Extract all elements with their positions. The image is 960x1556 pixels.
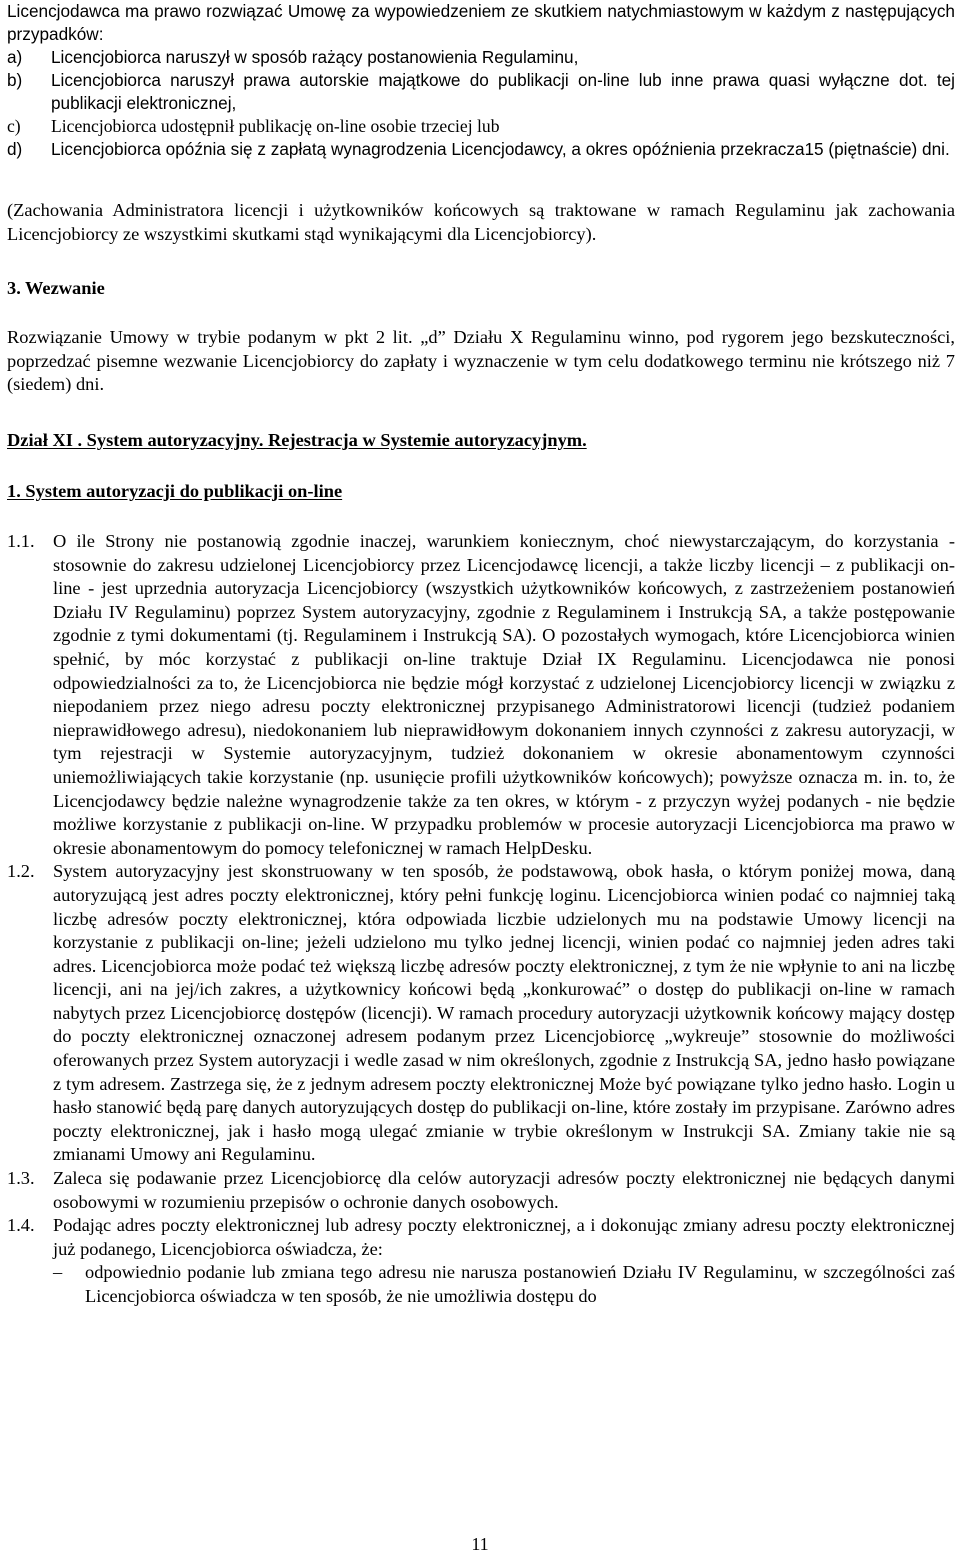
list-label: a) — [7, 47, 23, 67]
point-number: 1.4. — [7, 1215, 35, 1236]
point-text: Podając adres poczty elektronicznej lub adresy poczty elektronicznej, a i dokonując zmiany adresu poczty elektronicznej już podanego, Licencjobiorca oświadcza, że: — [53, 1215, 955, 1259]
subsection-heading-autoryzacja: 1. System autoryzacji do publikacji on-line — [7, 481, 343, 501]
list-text: Licencjobiorca naruszył w sposób rażący postanowienia Regulaminu, — [51, 47, 579, 67]
point-number: 1.2. — [7, 861, 35, 882]
numbered-points — [7, 530, 955, 1309]
numbered-point — [7, 1214, 955, 1261]
list-text: Licencjobiorca opóźnia się z zapłatą wynagrodzenia Licencjodawcy, a okres opóźnienia przekracza15 (piętnaście) dni. — [51, 139, 950, 159]
page-number: 11 — [471, 1534, 489, 1554]
numbered-point — [7, 530, 955, 860]
chapter-heading-dzial-xi: Dział XI . System autoryzacyjny. Rejestracja w Systemie autoryzacyjnym. — [7, 430, 587, 450]
list-text: Licencjobiorca naruszył prawa autorskie majątkowe do publikacji on-line lub inne prawa quasi wyłączne dot. tej publikacji elektronicznej, — [51, 70, 955, 113]
list-label: c) — [7, 116, 21, 136]
numbered-point — [7, 1167, 955, 1214]
point-text: O ile Strony nie postanowią zgodnie inaczej, warunkiem koniecznym, choć niewystarczającym, do korzystania - stosownie do zakresu udzielonej Licencjobiorcy przez Licencjodawcę licencji, a także liczby licencji – z publikacji on-line - jest uprzednia autoryzacja Licencjobiorcy (wszystkich użytkowników końcowych, z zastrzeżeniem postanowień Działu IV Regulaminu) poprzez System autoryzacyjny, zgodnie z Regulaminem i Instrukcją SA, a także postępowanie zgodnie z tymi dokumentami (tj. Regulaminem i Instrukcją SA). O pozostałych wymogach, które Licencjobiorca winien spełnić, by móc korzystać z publikacji on-line traktuje Dział IX Regulaminu. Licencjodawca nie ponosi odpowiedzialności za to, że Licencjobiorca nie będzie mógł korzystać z udzielonej Licencjobiorcy licencji w związku z niepodaniem przez niego adresu poczty elektronicznej przypisanego Administratorowi licencji (tudzież podaniem nieprawidłowego adresu), niedokonaniem lub nieprawidłowym dokonaniem innych czynności z zakresu autoryzacji, w tym rejestracji w Systemie autoryzacyjnym, tudzież dokonaniem w okresie abonamentowym czynności uniemożliwiających takie korzystanie (np. usunięcie profili użytkowników końcowych); powyższe oznacza m. in. to, że Licencjodawcy będzie należne wynagrodzenie także za ten okres, w którym - z przyczyn wyżej podanych - nie będzie możliwe korzystanie z publikacji on-line. W przypadku problemów w procesie autoryzacji Licencjobiorca ma prawo w okresie abonamentowym do pomocy telefonicznej w ramach HelpDesku. — [53, 531, 955, 858]
section-body-wezwanie: Rozwiązanie Umowy w trybie podanym w pkt 2 lit. „d” Działu X Regulaminu winno, pod rygorem jego bezskuteczności, poprzedzać pisemne wezwanie Licencjobiorcy do zapłaty i wyznaczenie w tym celu dodatkowego terminu nie krótszego niż 7 (siedem) dni. — [7, 327, 955, 395]
point-number: 1.3. — [7, 1168, 35, 1189]
list-label: b) — [7, 70, 23, 90]
termination-clause — [7, 0, 955, 161]
list-item — [7, 138, 955, 161]
dash-bullet: – — [53, 1262, 63, 1283]
list-label: d) — [7, 139, 23, 159]
administrator-note: (Zachowania Administratora licencji i użytkowników końcowych są traktowane w ramach Regulaminu jak zachowania Licencjobiorcy ze wszystkimi skutkami stąd wynikającymi dla Licencjobiorcy). — [7, 200, 955, 244]
dash-text: odpowiednio podanie lub zmiana tego adresu nie narusza postanowień Działu IV Regulaminu, w szczególności zaś Licencjobiorca oświadcza w ten sposób, że nie umożliwia dostępu do — [85, 1262, 955, 1306]
list-text: Licencjobiorca udostępnił publikację on-line osobie trzeciej lub — [51, 116, 500, 136]
point-number: 1.1. — [7, 531, 35, 551]
numbered-point — [7, 860, 955, 1167]
dash-list-item — [53, 1261, 955, 1308]
point-text: System autoryzacyjny jest skonstruowany w ten sposób, że podstawową, obok hasła, o którym poniżej mowa, daną autoryzującą jest adres poczty elektronicznej, który pełni funkcję loginu. Licencjobiorca winien podać co najmniej taką liczbę adresów poczty elektronicznej, która odpowiada liczbie udzielonych mu na podstawie Umowy licencji na korzystanie z publikacji on-line; jeżeli udzielono mu tylko jednej licencji, winien podać co najmniej jeden adres taki adres. Licencjobiorca może podać też większą liczbę adresów poczty elektronicznej, z tym że nie wpłynie to ani na liczbę licencji, ani na jej/ich zakres, a użytkownicy końcowi będą „konkurować” o dostęp do publikacji on-line w ramach nabytych przez Licencjobiorcę dostępów (licencji). W ramach procedury autoryzacji użytkownik końcowy mający dostęp do poczty elektronicznej oznaczonej adresem podanym przez Licencjobiorcę „wykreuje” stosownie do możliwości oferowanych przez System autoryzacji i wedle zasad w nim określonych, zgodnie z Instrukcją SA, jedno hasło powiązane z tym adresem. Zastrzega się, że z jednym adresem poczty elektronicznej Może być powiązane tylko jedno hasło. Login u hasło stanowić będą parę danych autoryzujących dostęp do publikacji on-line, które zostały im przypisane. Zarówno adres poczty elektronicznej, jak i hasło mogą ulegać zmianie w trybie określonym w Instrukcji SA. Zmiany takie nie są zmianami Umowy ani Regulaminu. — [53, 861, 955, 1165]
list-item — [7, 69, 955, 115]
section-heading-wezwanie: 3. Wezwanie — [7, 278, 105, 298]
point-text: Zaleca się podawanie przez Licencjobiorcę dla celów autoryzacji adresów poczty elektronicznej nie będących danymi osobowymi w rozumieniu przepisów o ochronie danych osobowych. — [53, 1168, 955, 1212]
termination-lead: Licencjodawca ma prawo rozwiązać Umowę za wypowiedzeniem ze skutkiem natychmiastowym w każdym z następujących przypadków: — [7, 1, 955, 44]
list-item — [7, 46, 955, 69]
list-item — [7, 115, 955, 138]
